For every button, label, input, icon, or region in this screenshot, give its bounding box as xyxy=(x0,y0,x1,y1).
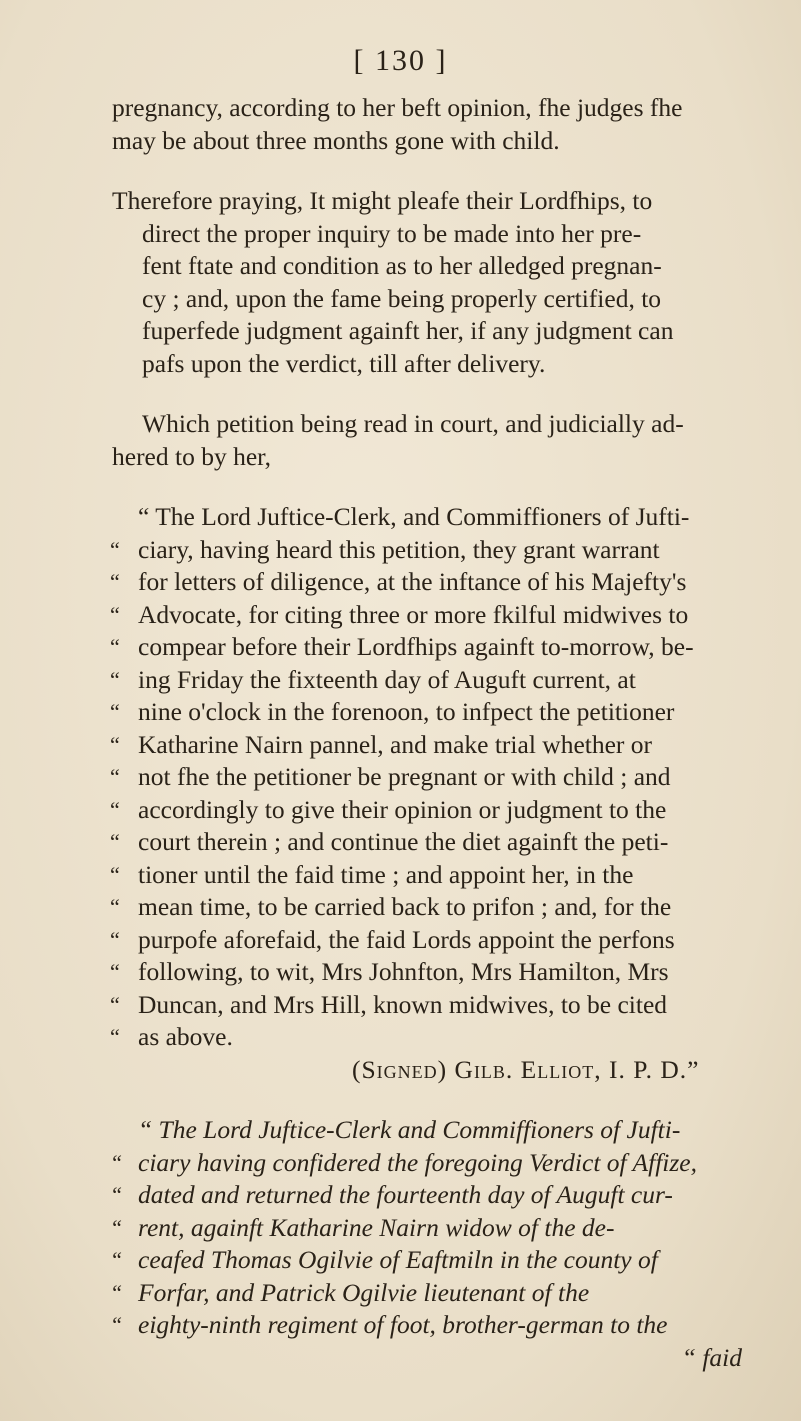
quoted-line: “ dated and returned the fourteenth day of Auguft cur- xyxy=(112,1179,762,1212)
text-line: hered to by her, xyxy=(112,441,272,471)
quoted-line: “ ciary, having heard this petition, they grant warrant xyxy=(112,534,762,567)
text-line: pregnancy, according to her beft opinion, fhe judges fhe xyxy=(112,93,683,122)
quoted-line: “ ceafed Thomas Ogilvie of Eaftmiln in the county of xyxy=(112,1244,762,1277)
quoted-line: “ mean time, to be carried back to prifon ; and, for the xyxy=(112,891,762,924)
quoted-line: “ eighty-ninth regiment of foot, brother-german to the xyxy=(112,1309,762,1342)
quoted-line: “ court therein ; and continue the diet againft the peti- xyxy=(112,826,762,859)
quoted-line: “ Advocate, for citing three or more fkilful midwives to xyxy=(112,599,762,632)
quote-mark: “ xyxy=(110,1279,123,1305)
quote-mark: “ xyxy=(110,601,120,627)
quoted-line: “ Duncan, and Mrs Hill, known midwives, to be cited xyxy=(112,989,762,1022)
quote-mark: “ xyxy=(110,1247,123,1272)
paragraph-pregnancy xyxy=(112,92,762,157)
quoted-line: “ compear before their Lordfhips againft to-morrow, be- xyxy=(112,631,762,664)
quoted-line: “ accordingly to give their opinion or judgment to the xyxy=(112,794,762,827)
quote-mark: “ xyxy=(110,666,120,692)
quoted-order-verdict xyxy=(112,1114,762,1374)
quote-mark: “ xyxy=(110,536,120,562)
quoted-line: “ not fhe the petitioner be pregnant or with child ; and xyxy=(112,761,762,794)
text-line: cy ; and, upon the fame being properly certified, to xyxy=(142,283,662,313)
quote-mark: “ xyxy=(110,731,120,757)
quoted-line: “ rent, againft Katharine Nairn widow of the de- xyxy=(112,1212,762,1245)
quoted-line: “ as above. xyxy=(112,1021,762,1054)
quote-mark: “ xyxy=(110,1182,123,1207)
quote-mark: “ xyxy=(110,861,120,887)
quote-mark: “ xyxy=(110,1024,120,1049)
text-line: “ The Lord Juftice-Clerk and Commiffioners of Jufti- xyxy=(138,1115,681,1144)
quote-mark: “ xyxy=(110,1312,123,1337)
text-line: “ The Lord Juftice-Clerk, and Commiffioners of Jufti- xyxy=(138,502,690,531)
text-line: Therefore praying, It might pleafe their Lordfhips, to xyxy=(112,186,653,215)
quote-mark: “ xyxy=(110,796,120,822)
quote-mark: “ xyxy=(110,1214,123,1240)
quoted-line: “ nine o'clock in the forenoon, to infpect the petitioner xyxy=(112,696,762,729)
quote-mark: “ xyxy=(110,926,120,952)
quote-mark: “ xyxy=(110,894,120,919)
paragraph-praying xyxy=(112,185,762,380)
quote-mark: “ xyxy=(110,764,120,789)
quoted-line: “ purpofe aforefaid, the faid Lords appoint the perfons xyxy=(112,924,762,957)
quote-mark: “ xyxy=(110,634,120,659)
text-line: fuperfede judgment againft her, if any judgment can xyxy=(142,316,674,345)
text-line: fent ftate and condition as to her alledged pregnan- xyxy=(142,251,662,280)
quote-mark: “ xyxy=(110,699,120,724)
quoted-line: “ ciary having confidered the foregoing Verdict of Affize, xyxy=(112,1147,762,1180)
page-number: [ 130 ] xyxy=(353,44,448,77)
quote-mark: “ xyxy=(110,959,120,984)
quoted-line: “ Forfar, and Patrick Ogilvie lieutenant of the xyxy=(112,1277,762,1310)
quote-mark: “ xyxy=(110,569,120,594)
quoted-line: “ ing Friday the fixteenth day of Auguft current, at xyxy=(112,664,762,697)
quoted-line: “ Katharine Nairn pannel, and make trial whether or xyxy=(112,729,762,762)
text-line: pafs upon the verdict, till after delivery. xyxy=(142,348,546,378)
signature-line: (Signed) Gilb. Elliot, I. P. D.” xyxy=(352,1054,700,1084)
quote-mark: “ xyxy=(110,1149,123,1175)
quoted-line: “ following, to wit, Mrs Johnfton, Mrs Hamilton, Mrs xyxy=(112,956,762,989)
paragraph-petition-read xyxy=(112,408,762,473)
quoted-line: “ for letters of diligence, at the inftance of his Majefty's xyxy=(112,566,762,599)
catchword: “ faid xyxy=(681,1342,742,1372)
quoted-order-diligence xyxy=(112,501,762,1086)
quote-mark: “ xyxy=(110,991,120,1017)
text-line: direct the proper inquiry to be made into her pre- xyxy=(142,218,642,248)
text-line: Which petition being read in court, and judicially ad- xyxy=(142,409,684,438)
document-body xyxy=(112,92,762,1402)
quote-mark: “ xyxy=(110,829,120,854)
quoted-line: “ tioner until the faid time ; and appoint her, in the xyxy=(112,859,762,892)
text-line: may be about three months gone with child. xyxy=(112,125,560,155)
